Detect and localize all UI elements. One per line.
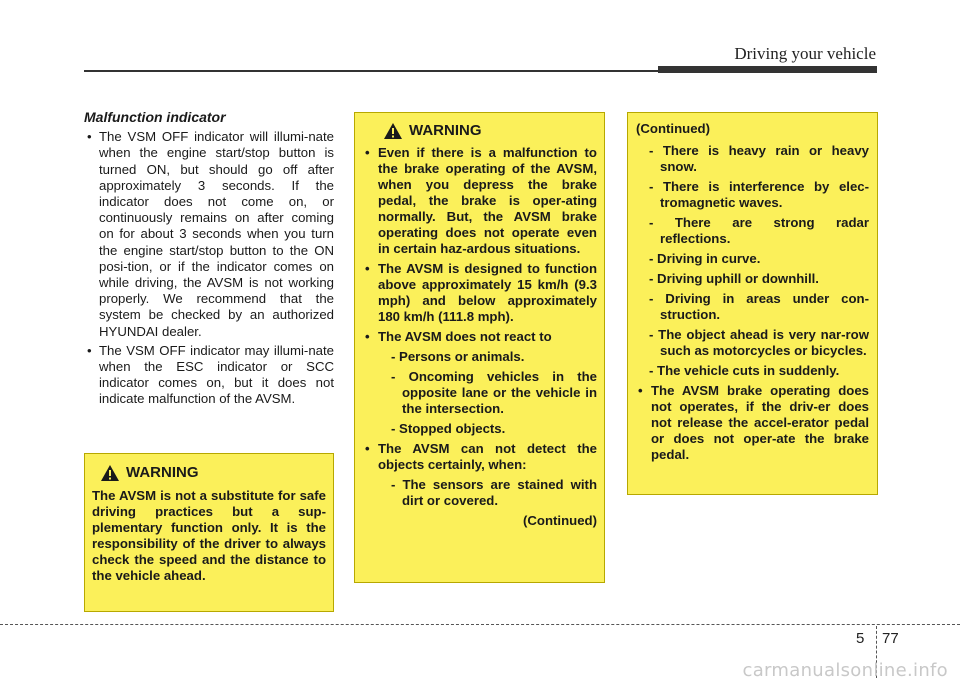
continued-label: (Continued) bbox=[523, 513, 597, 528]
section-heading: Malfunction indicator bbox=[84, 109, 226, 125]
sub-item: - Driving in curve. bbox=[649, 251, 761, 266]
continued-label: (Continued) bbox=[636, 121, 710, 136]
warning-text: The AVSM is not a substitute for safe driving practices but a sup-plementary function only. It is the responsibility of the driver to always check the speed and the distance to the vehicle ahead. bbox=[92, 488, 326, 583]
sub-item: - Driving in areas under con-struction. bbox=[649, 291, 869, 322]
list-item-text: The AVSM can not detect the objects certainly, when: bbox=[378, 441, 597, 472]
warning-box-continued bbox=[627, 112, 878, 495]
list-item: • The AVSM brake operating does not operates, if the driv-er does not release the accel-erator pedal or does not oper-ate the brake pedal. bbox=[636, 383, 869, 463]
sub-item: - Oncoming vehicles in the opposite lane or the vehicle in the intersection. bbox=[391, 369, 597, 416]
sub-list bbox=[378, 477, 597, 509]
list-item-text: The AVSM does not react to bbox=[378, 329, 552, 344]
bullet-list bbox=[84, 129, 334, 407]
list-item: • The VSM OFF indicator may illumi-nate when the ESC indicator or SCC indicator comes on, but it does not indicate malfunction of the AVSM. bbox=[84, 343, 334, 408]
sub-list bbox=[636, 143, 869, 379]
page-header-title: Driving your vehicle bbox=[734, 44, 876, 63]
warning-list bbox=[636, 383, 869, 463]
sub-item: - There are strong radar reflections. bbox=[649, 215, 869, 246]
watermark: carmanualsonline.info bbox=[742, 660, 948, 681]
warning-list bbox=[363, 145, 597, 509]
warning-title: WARNING bbox=[409, 122, 482, 139]
warning-triangle-icon bbox=[100, 464, 120, 482]
warning-title: WARNING bbox=[126, 464, 199, 481]
sub-item: - The sensors are stained with dirt or covered. bbox=[391, 477, 597, 508]
left-column bbox=[84, 109, 334, 411]
sub-item: - The object ahead is very nar-row such as motorcycles or bicycles. bbox=[649, 327, 869, 358]
warning-header bbox=[92, 464, 326, 482]
sub-item: - There is interference by elec-tromagnetic waves. bbox=[649, 179, 869, 210]
list-item bbox=[363, 329, 597, 437]
chapter-number: 5 bbox=[856, 630, 865, 647]
list-item: • Even if there is a malfunction to the brake operating of the AVSM, when you depress the brake pedal, the brake is oper-ating normally. But, the AVSM brake operating does not operate even in certain haz-ardous situations. bbox=[363, 145, 597, 257]
header-rule bbox=[84, 70, 660, 72]
sub-item: - Stopped objects. bbox=[391, 421, 506, 436]
sub-list bbox=[378, 349, 597, 437]
page-number: 77 bbox=[882, 630, 899, 647]
footer-rule bbox=[0, 624, 960, 625]
list-item: • The AVSM is designed to function above approximately 15 km/h (9.3 mph) and below approximately 180 km/h (111.8 mph). bbox=[363, 261, 597, 325]
warning-triangle-icon bbox=[383, 122, 403, 140]
warning-header bbox=[363, 122, 597, 140]
sub-item: - The vehicle cuts in suddenly. bbox=[649, 363, 840, 378]
list-item bbox=[363, 441, 597, 509]
sub-item: - Driving uphill or downhill. bbox=[649, 271, 819, 286]
list-item: • The VSM OFF indicator will illumi-nate when the engine start/stop button is turned ON, but should go off after approximately 3 seconds. If the indicator does not come on, or continuously remains on after coming on for about 3 seconds when you turn the engine start/stop button to the ON posi-tion, or if the indicator comes on while driving, the AVSM is not working properly. We recommend that the system be checked by an authorized HYUNDAI dealer. bbox=[84, 129, 334, 340]
sub-item: - There is heavy rain or heavy snow. bbox=[649, 143, 869, 174]
sub-item: - Persons or animals. bbox=[391, 349, 525, 364]
header-rule-thick bbox=[658, 66, 877, 73]
warning-box bbox=[354, 112, 605, 583]
warning-box bbox=[84, 453, 334, 612]
